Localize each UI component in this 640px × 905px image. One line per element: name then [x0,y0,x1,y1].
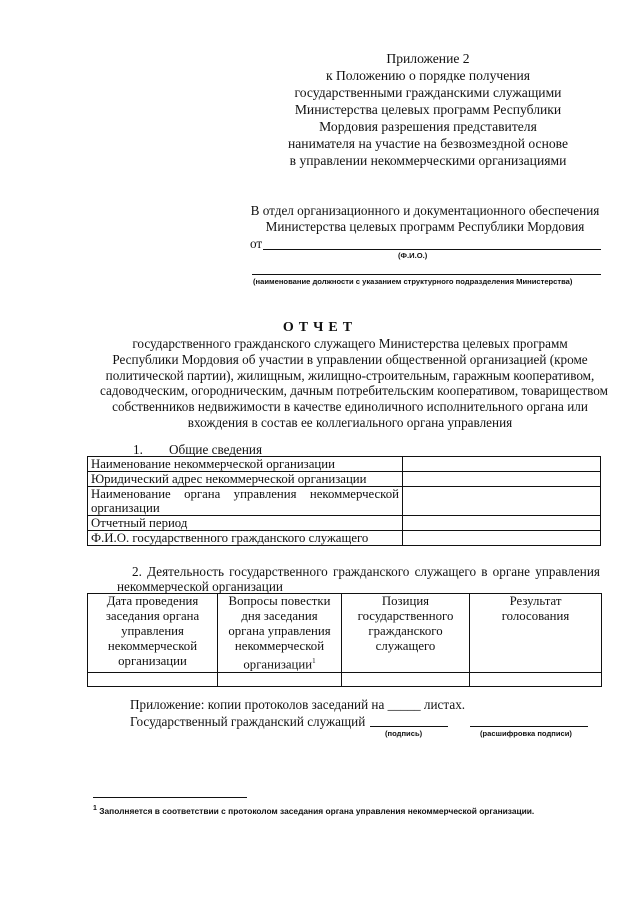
report-title: ОТЧЕТ [282,320,358,335]
signature-line[interactable] [370,726,448,727]
position-line[interactable] [252,274,601,275]
decode-caption: (расшифровка подписи) [480,729,572,738]
table-row [88,673,602,687]
header-line: Дата проведения [106,594,199,608]
addressee-line-1: В отдел организационного и документационного обеспечения [250,203,600,218]
row-value-cell[interactable] [403,457,601,472]
section1-title: Общие сведения [169,442,263,457]
fio-caption: (Ф.И.О.) [398,251,428,260]
empty-cell[interactable] [470,673,602,687]
report-desc-line: государственного гражданского служащего Министерства целевых программ [132,336,568,351]
appendix-line: к Положению о порядке получения [325,68,531,83]
row-label-text: Наименование органа управления некоммерческой [91,487,399,501]
section1-number: 1. [133,442,143,457]
row-label-text: Ф.И.О. государственного гражданского служащего [91,531,369,545]
activity-table [87,593,602,687]
signature-decode-line[interactable] [470,726,588,727]
footnote-number: 1 [93,805,97,812]
header-line: некоммерческой [107,639,198,653]
empty-cell[interactable] [218,673,342,687]
row-label [88,487,403,516]
table-header-row [88,594,602,673]
from-label: от [250,236,263,251]
section2-title-line: некоммерческой организации [117,579,283,594]
row-value-cell[interactable] [403,516,601,531]
header-line: служащего [375,639,436,653]
header-cell [88,594,218,673]
row-value-cell[interactable] [403,472,601,487]
header-line: гражданского [368,624,443,638]
header-cell [470,594,602,673]
general-info-table [87,456,601,546]
appendix-line: нанимателя на участие на безвозмездной основе [287,136,569,151]
footnote-text: Заполняется в соответствии с протоколом заседания органа управления некоммерческой организации. [99,805,535,816]
header-line: организации [118,654,187,668]
row-value-cell[interactable] [403,531,601,546]
header-line: органа управления [228,624,331,638]
addressee-line-2: Министерства целевых программ Республики Мордовия [265,218,585,234]
row-value-cell[interactable] [403,487,601,516]
row-label-text: Отчетный период [91,516,188,530]
header-line: голосования [501,609,570,623]
signature-caption: (подпись) [385,729,423,738]
section2-title-line: 2. Деятельность государственного гражданского служащего в органе управления [132,564,600,579]
position-caption: (наименование должности с указанием структурного подразделения Министерства) [253,277,573,286]
row-label [88,472,403,487]
table-row [88,472,601,487]
header-line: заседания органа [105,609,200,623]
header-cell [218,594,342,673]
fio-line[interactable] [263,249,601,250]
row-label-text: Наименование некоммерческой организации [91,457,335,471]
header-cell [342,594,470,673]
appendix-line: Министерства целевых программ Республики [294,102,562,117]
appendix-line: государственными гражданскими служащими [294,85,562,100]
row-label-text: Юридический адрес некоммерческой организации [91,472,367,486]
table-row [88,531,601,546]
row-label [88,531,403,546]
appendix-header [268,50,588,169]
header-line [220,654,339,672]
header-line: управления [121,624,184,638]
row-label [88,516,403,531]
footnote-separator [93,797,247,798]
footnote-mark[interactable]: 1 [312,657,316,665]
header-line: государственного [357,609,454,623]
empty-cell[interactable] [88,673,218,687]
signature-label: Государственный гражданский служащий [130,714,366,729]
report-desc-line: собственников недвижимости в качестве единоличного исполнительного органа или [112,399,588,415]
row-label [88,457,403,472]
header-line: дня заседания [241,609,318,623]
appendix-line: Приложение 2 [386,51,470,66]
report-desc-line: вхождения в состав ее коллегиального органа управления [187,414,513,430]
appendix-line: Мордовия разрешения представителя [319,119,537,134]
report-desc-line: политической партии), жилищным, жилищно-строительным, гаражным кооперативом, [105,367,595,383]
addressee-block [240,203,610,234]
section2-heading [90,564,600,594]
header-line: Позиция [381,594,430,608]
report-description [100,336,608,431]
table-row [88,516,601,531]
header-line: некоммерческой [234,639,325,653]
attachment-suffix: листах. [423,697,466,712]
header-line: Вопросы повестки [228,594,331,608]
attachment-line [130,697,465,713]
attachment-prefix: Приложение: копии протоколов заседаний на [130,697,385,712]
table-row [88,457,601,472]
table-row [88,487,601,516]
report-desc-line: Республики Мордовия об участии в управлении общественной организацией (кроме [112,351,588,367]
row-label-text: организации [91,501,160,515]
footnote [93,805,534,816]
header-line: Результат [509,594,562,608]
empty-cell[interactable] [342,673,470,687]
header-line-text: организации [243,657,313,672]
attachment-pages-blank[interactable]: _____ [387,697,421,712]
appendix-line: в управлении некоммерческими организациями [289,153,567,168]
report-desc-line: садоводческим, огородническим, дачным потребительским кооперативом, товариществом [100,383,608,399]
